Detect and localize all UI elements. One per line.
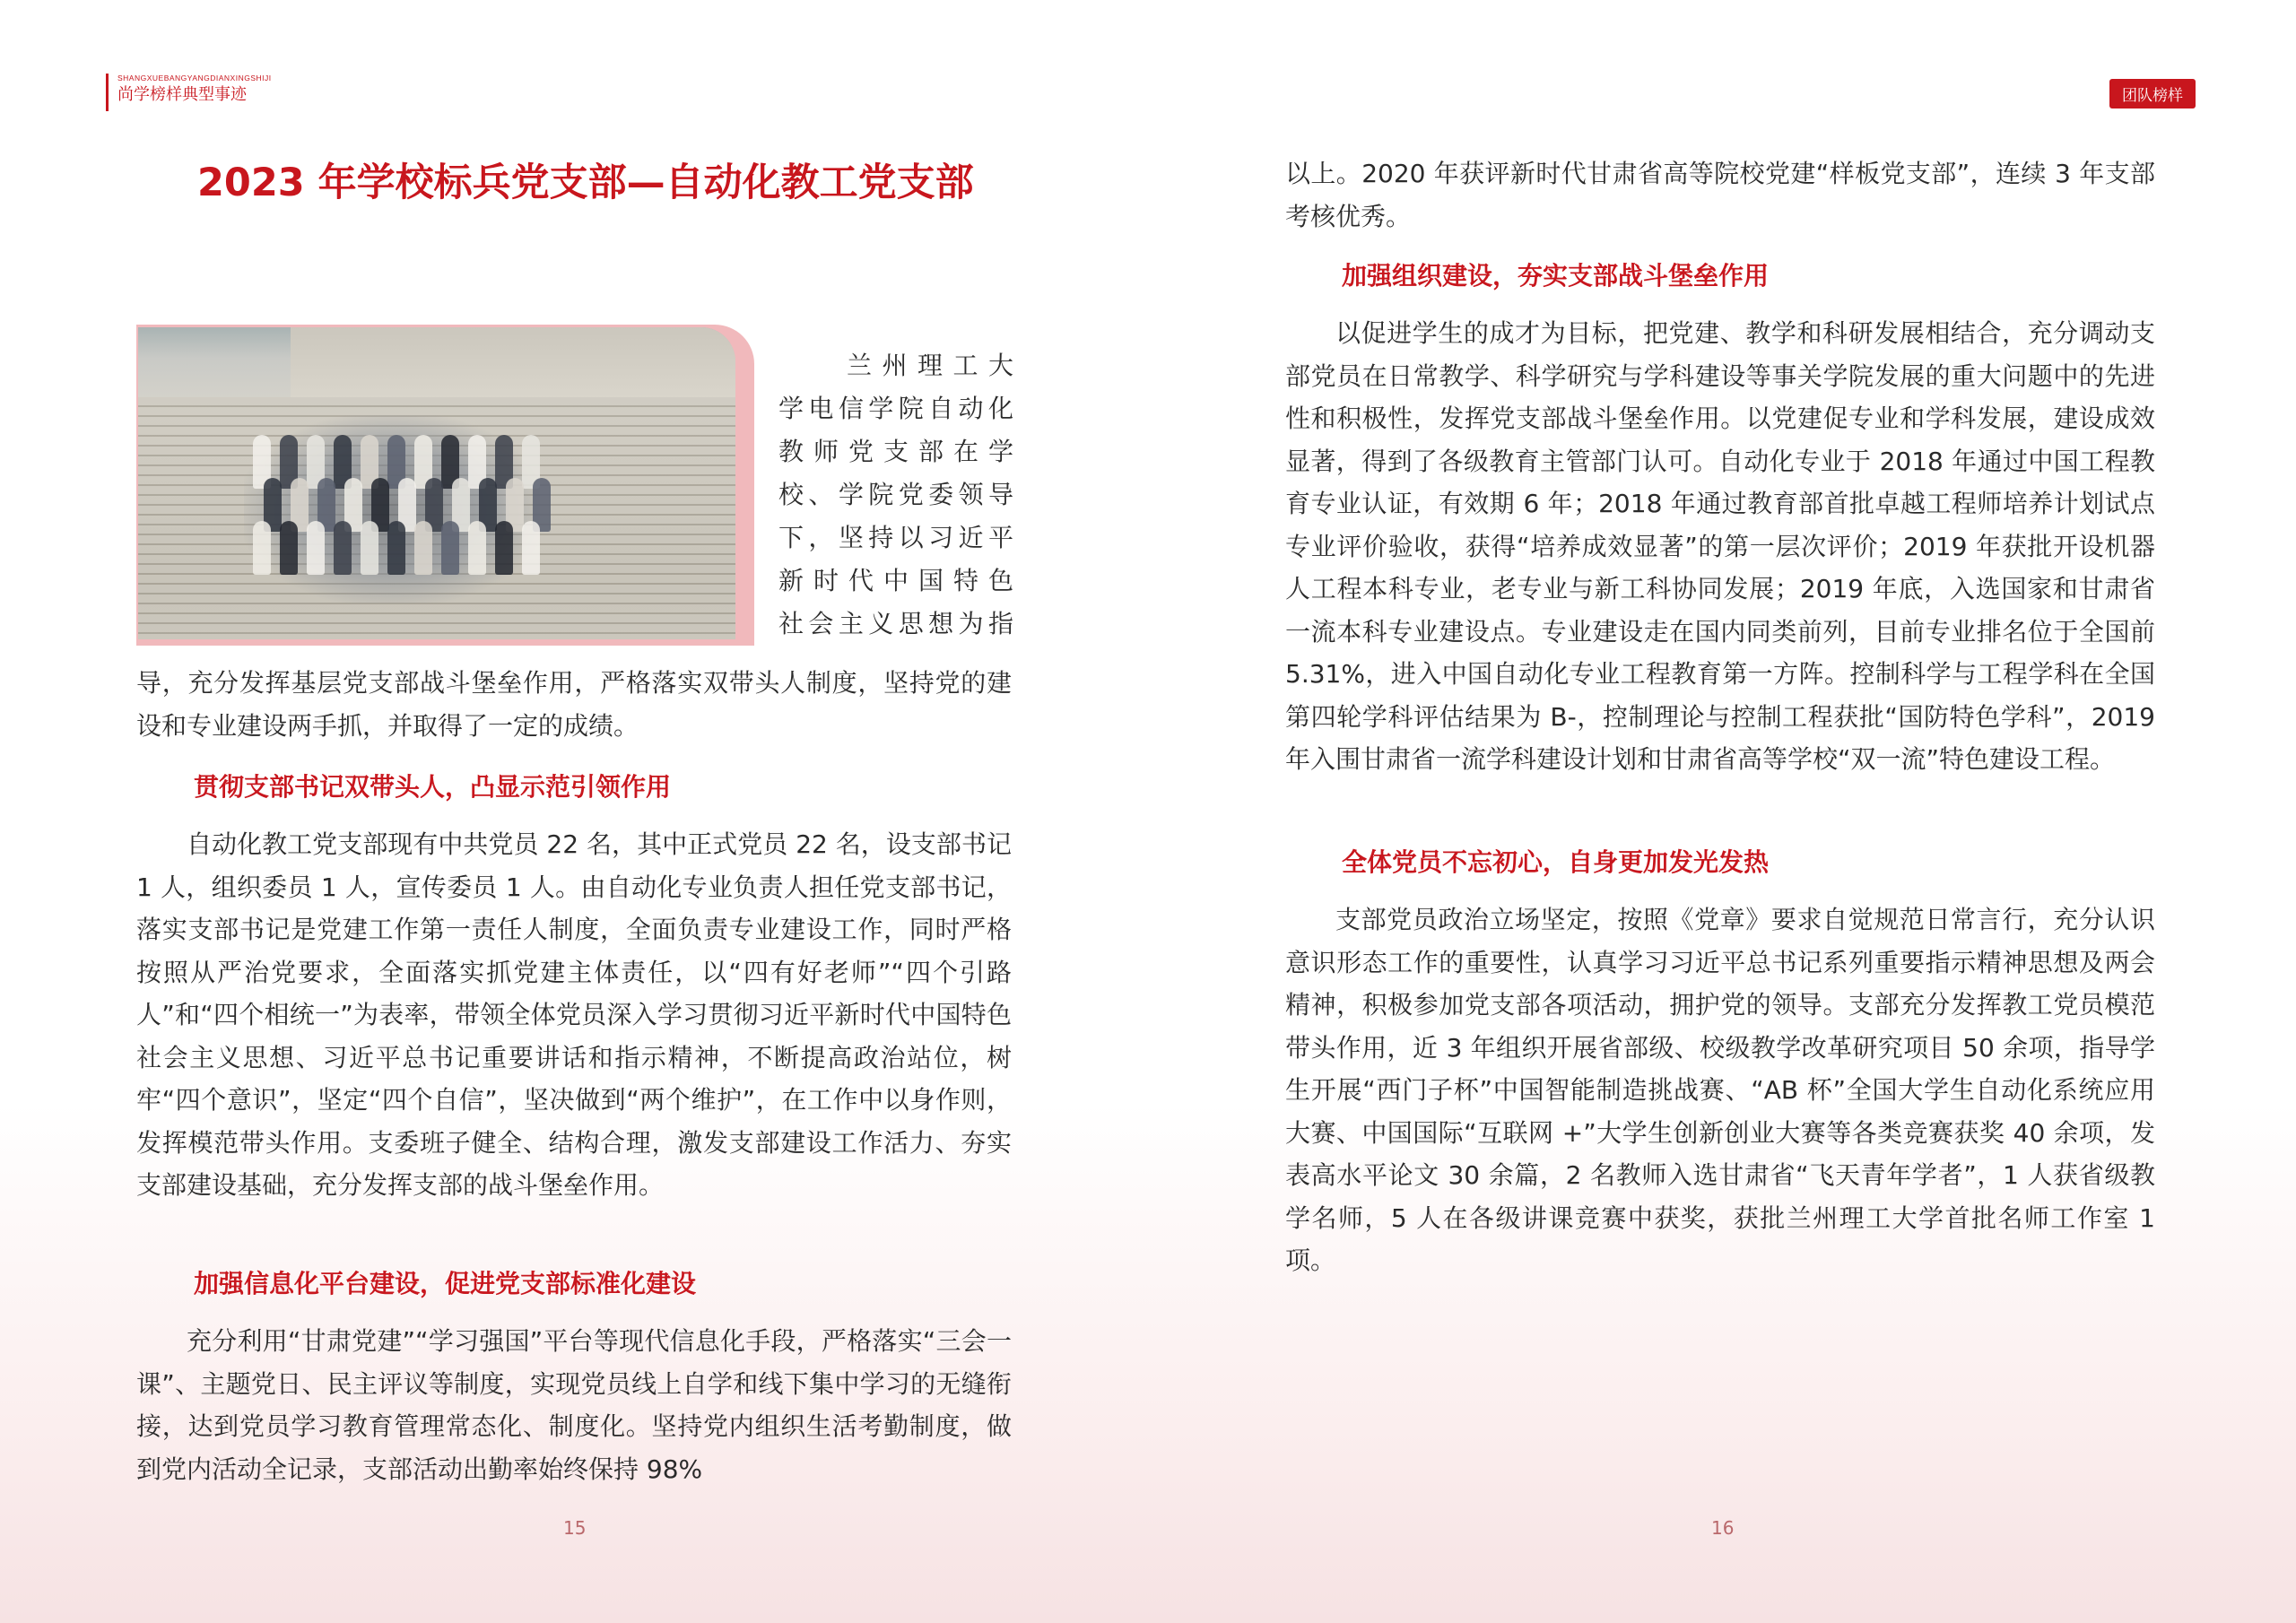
paragraph: 以促进学生的成才为目标，把党建、教学和科研发展相结合，充分调动支部党员在日常教学、科学研究与学科建设等事关学院发展的重大问题中的先进性和积极性，发挥党支部战斗堡垒作用。以党建促专业和学科发展，建设成效显著，得到了各级教育主管部门认可。自动化专业于 2018 年通过中国工程教育专业认证，有效期 6 年；2018 年通过教育部首批卓越工程师培养计划试点专业评价验收，获得“培养成效显著”的第一层次评价；2019 年获批开设机器人工程本科专业，老专业与新工科协同发展；2019 年底，入选国家和甘肃省一流本科专业建设点。专业建设走在国内同类前列，目前专业排名位于全国前 5.31%，进入中国自动化专业工程教育第一方阵。控制科学与工程学科在全国第四轮学科评估结果为 B-，控制理论与控制工程获批“国防特色学科”，2019 年入围甘肃省一流学科建设计划和甘肃省高等学校“双一流”特色建设工程。 [1285, 318, 2155, 774]
group-photo [138, 327, 735, 639]
intro-wrap-text [778, 344, 1013, 646]
paragraph: 充分利用“甘肃党建”“学习强国”平台等现代信息化手段，严格落实“三会一课”、主题党日、民主评议等制度，实现党员线上自学和线下集中学习的无缝衔接，达到党员学习教育管理常态化、制度化。坚持党内组织生活考勤制度，做到党内活动全记录，支部活动出勤率始终保持 98% [136, 1326, 1012, 1484]
paragraph: 以上。2020 年获评新时代甘肃省高等院校党建“样板党支部”，连续 3 年支部考核优秀。 [1285, 159, 2155, 231]
intro-line: 校、学院党委领导 [778, 480, 1013, 509]
intro-continuation [136, 662, 1012, 747]
photo-figure [361, 521, 378, 575]
section-heading: 全体党员不忘初心，自身更加发光发热 [1342, 847, 1770, 877]
intro-line: 教师党支部在学 [778, 437, 1013, 466]
logo-pinyin: SHANGXUEBANGYANGDIANXINGSHIJI [117, 74, 272, 82]
logo-text: 尚学榜样典型事迹 [117, 85, 247, 104]
photo-figure [307, 521, 325, 575]
photo-figure [414, 521, 432, 575]
intro-line: 兰州理工大 [847, 351, 1013, 380]
right-page [1148, 0, 2296, 1623]
intro-line: 下，坚持以习近平 [778, 523, 1013, 552]
photo-figure [495, 521, 513, 575]
section-body [136, 1320, 1012, 1490]
continued-text [1285, 152, 2155, 238]
photo-figure [280, 521, 298, 575]
section-body [1285, 898, 2155, 1282]
intro-line: 社会主义思想为指 [778, 609, 1013, 638]
intro-line: 新时代中国特色 [778, 566, 1013, 595]
section-heading: 加强组织建设，夯实支部战斗堡垒作用 [1342, 261, 1770, 291]
paragraph: 自动化教工党支部现有中共党员 22 名，其中正式党员 22 名，设支部书记 1 人，组织委员 1 人，宣传委员 1 人。由自动化专业负责人担任党支部书记，落实支部书记是党建工作第一责任人制度，全面负责专业建设工作，同时严格按照从严治党要求，全面落实抓党建主体责任，以“四有好老师”“四个引路人”和“四个相统一”为表率，带领全体党员深入学习贯彻习近平新时代中国特色社会主义思想、习近平总书记重要讲话和指示精神，不断提高政治站位，树牢“四个意识”，坚定“四个自信”，坚决做到“两个维护”，在工作中以身作则，发挥模范带头作用。支委班子健全、结构合理，激发支部建设工作活力、夯实支部建设基础，充分发挥支部的战斗堡垒作用。 [136, 829, 1012, 1200]
photo-figure [387, 521, 405, 575]
paragraph: 导，充分发挥基层党支部战斗堡垒作用，严格落实双带头人制度，坚持党的建设和专业建设两手抓，并取得了一定的成绩。 [136, 668, 1012, 741]
photo-figure [334, 521, 352, 575]
article-title: 2023 年学校标兵党支部—自动化教工党支部 [197, 161, 974, 205]
section-heading: 加强信息化平台建设，促进党支部标准化建设 [194, 1269, 697, 1298]
section-heading: 贯彻支部书记双带头人，凸显示范引领作用 [194, 772, 672, 802]
page-number: 16 [1711, 1517, 1735, 1539]
photo-figure [253, 521, 271, 575]
photo-figure [522, 521, 540, 575]
section-body [1285, 312, 2155, 781]
section-body [136, 823, 1012, 1207]
section-badge: 团队榜样 [2109, 79, 2196, 108]
intro-line: 学电信学院自动化 [778, 394, 1013, 423]
page-number: 15 [563, 1517, 587, 1539]
paragraph: 支部党员政治立场坚定，按照《党章》要求自觉规范日常言行，充分认识意识形态工作的重要性，认真学习习近平总书记系列重要指示精神思想及两会精神，积极参加党支部各项活动，拥护党的领导。支部充分发挥教工党员模范带头作用，近 3 年组织开展省部级、校级教学改革研究项目 50 余项，指导学生开展“西门子杯”中国智能制造挑战赛、“AB 杯”全国大学生自动化系统应用大赛、中国国际“互联网 +”大学生创新创业大赛等各类竞赛获奖 40 余项，发表高水平论文 30 余篇，2 名教师入选甘肃省“飞天青年学者”，1 人获省级教学名师，5 人在各级讲课竞赛中获奖，获批兰州理工大学首批名师工作室 1 项。 [1285, 905, 2155, 1275]
photo-figure [441, 521, 459, 575]
photo-figure [468, 521, 486, 575]
header-logo [106, 74, 272, 111]
